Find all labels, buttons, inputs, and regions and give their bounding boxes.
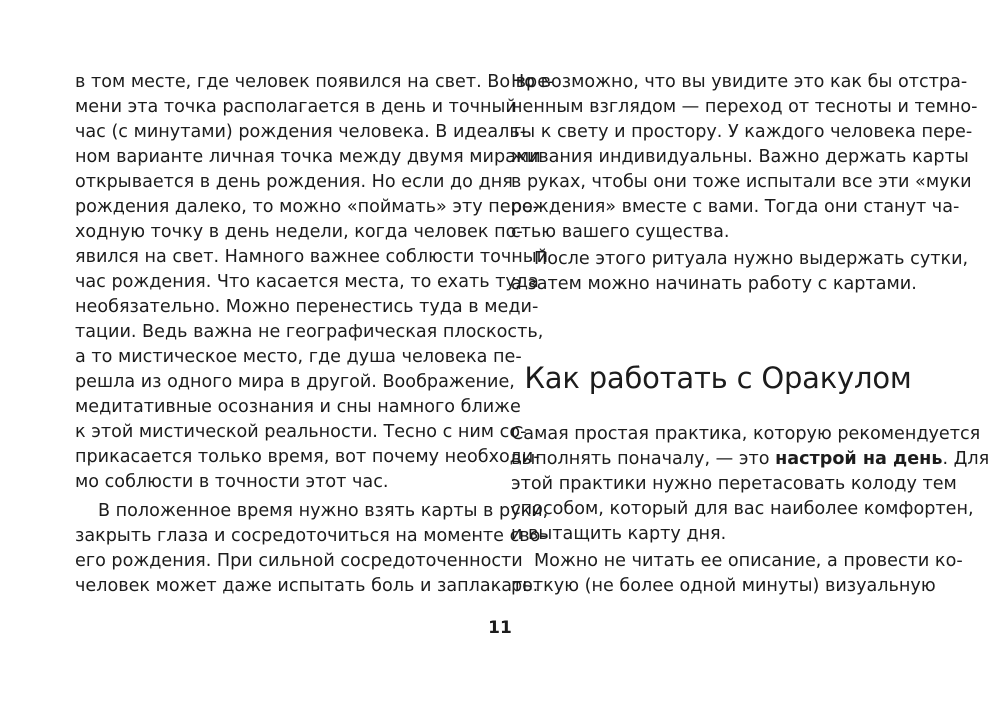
text-line: способом, который для вас наиболее комфортен, bbox=[511, 499, 974, 519]
text-line: ном варианте личная точка между двумя мирами bbox=[75, 147, 541, 167]
text-line: явился на свет. Намного важнее соблюсти точный bbox=[75, 247, 549, 267]
text-line: решла из одного мира в другой. Воображение, bbox=[75, 372, 515, 392]
text-line: тации. Ведь важна не географическая плоскость, bbox=[75, 322, 544, 342]
text-line: мени эта точка располагается в день и точный bbox=[75, 97, 517, 117]
text-line: Можно не читать ее описание, а провести ко- bbox=[534, 551, 963, 571]
text-line: В положенное время нужно взять карты в руки, bbox=[98, 501, 549, 521]
text-line: и вытащить карту дня. bbox=[511, 524, 727, 544]
text-line: час рождения. Что касается места, то ехать туда bbox=[75, 272, 539, 292]
text-line: живания индивидуальны. Важно держать карты bbox=[511, 147, 969, 167]
text-line: а то мистическое место, где душа человека пе- bbox=[75, 347, 522, 367]
section-heading: Как работать с Оракулом bbox=[524, 361, 912, 395]
text-fragment: выполнять поначалу, — это bbox=[511, 449, 776, 469]
text-line: в руках, чтобы они тоже испытали все эти «муки bbox=[511, 172, 972, 192]
text-line: час (с минутами) рождения человека. В идеаль- bbox=[75, 122, 527, 142]
text-line: закрыть глаза и сосредоточиться на моменте сво- bbox=[75, 526, 547, 546]
text-line: После этого ритуала нужно выдержать сутки, bbox=[534, 249, 969, 269]
text-line: прикасается только время, вот почему необходи- bbox=[75, 447, 540, 467]
text-line: мо соблюсти в точности этот час. bbox=[75, 472, 389, 492]
text-line: этой практики нужно перетасовать колоду тем bbox=[511, 474, 957, 494]
text-line-with-emphasis bbox=[511, 447, 990, 472]
page-number: 11 bbox=[488, 618, 512, 638]
text-line: ты к свету и простору. У каждого человека пере- bbox=[511, 122, 973, 142]
text-line: ненным взглядом — переход от тесноты и темно- bbox=[511, 97, 978, 117]
text-fragment: . Для bbox=[942, 449, 990, 469]
text-line: Самая простая практика, которую рекомендуется bbox=[511, 424, 981, 444]
text-line: открывается в день рождения. Но если до дня bbox=[75, 172, 513, 192]
text-line: ходную точку в день недели, когда человек по- bbox=[75, 222, 523, 242]
text-line: рождения далеко, то можно «поймать» эту пере- bbox=[75, 197, 539, 217]
text-line: к этой мистической реальности. Тесно с ним со- bbox=[75, 422, 527, 442]
text-line: Но возможно, что вы увидите это как бы отстра- bbox=[511, 72, 968, 92]
text-line: стью вашего существа. bbox=[511, 222, 730, 242]
text-line: необязательно. Можно перенестись туда в меди- bbox=[75, 297, 539, 317]
text-line: а затем можно начинать работу с картами. bbox=[511, 274, 917, 294]
emphasis-text: настрой на день bbox=[775, 449, 943, 469]
text-line: его рождения. При сильной сосредоточенности bbox=[75, 551, 523, 571]
text-line: человек может даже испытать боль и заплакать. bbox=[75, 576, 539, 596]
text-line: роткую (не более одной минуты) визуальную bbox=[511, 576, 936, 596]
text-line: медитативные осознания и сны намного ближе bbox=[75, 397, 521, 417]
text-line: в том месте, где человек появился на свет. Во вре- bbox=[75, 72, 555, 92]
text-line: рождения» вместе с вами. Тогда они станут ча- bbox=[511, 197, 960, 217]
